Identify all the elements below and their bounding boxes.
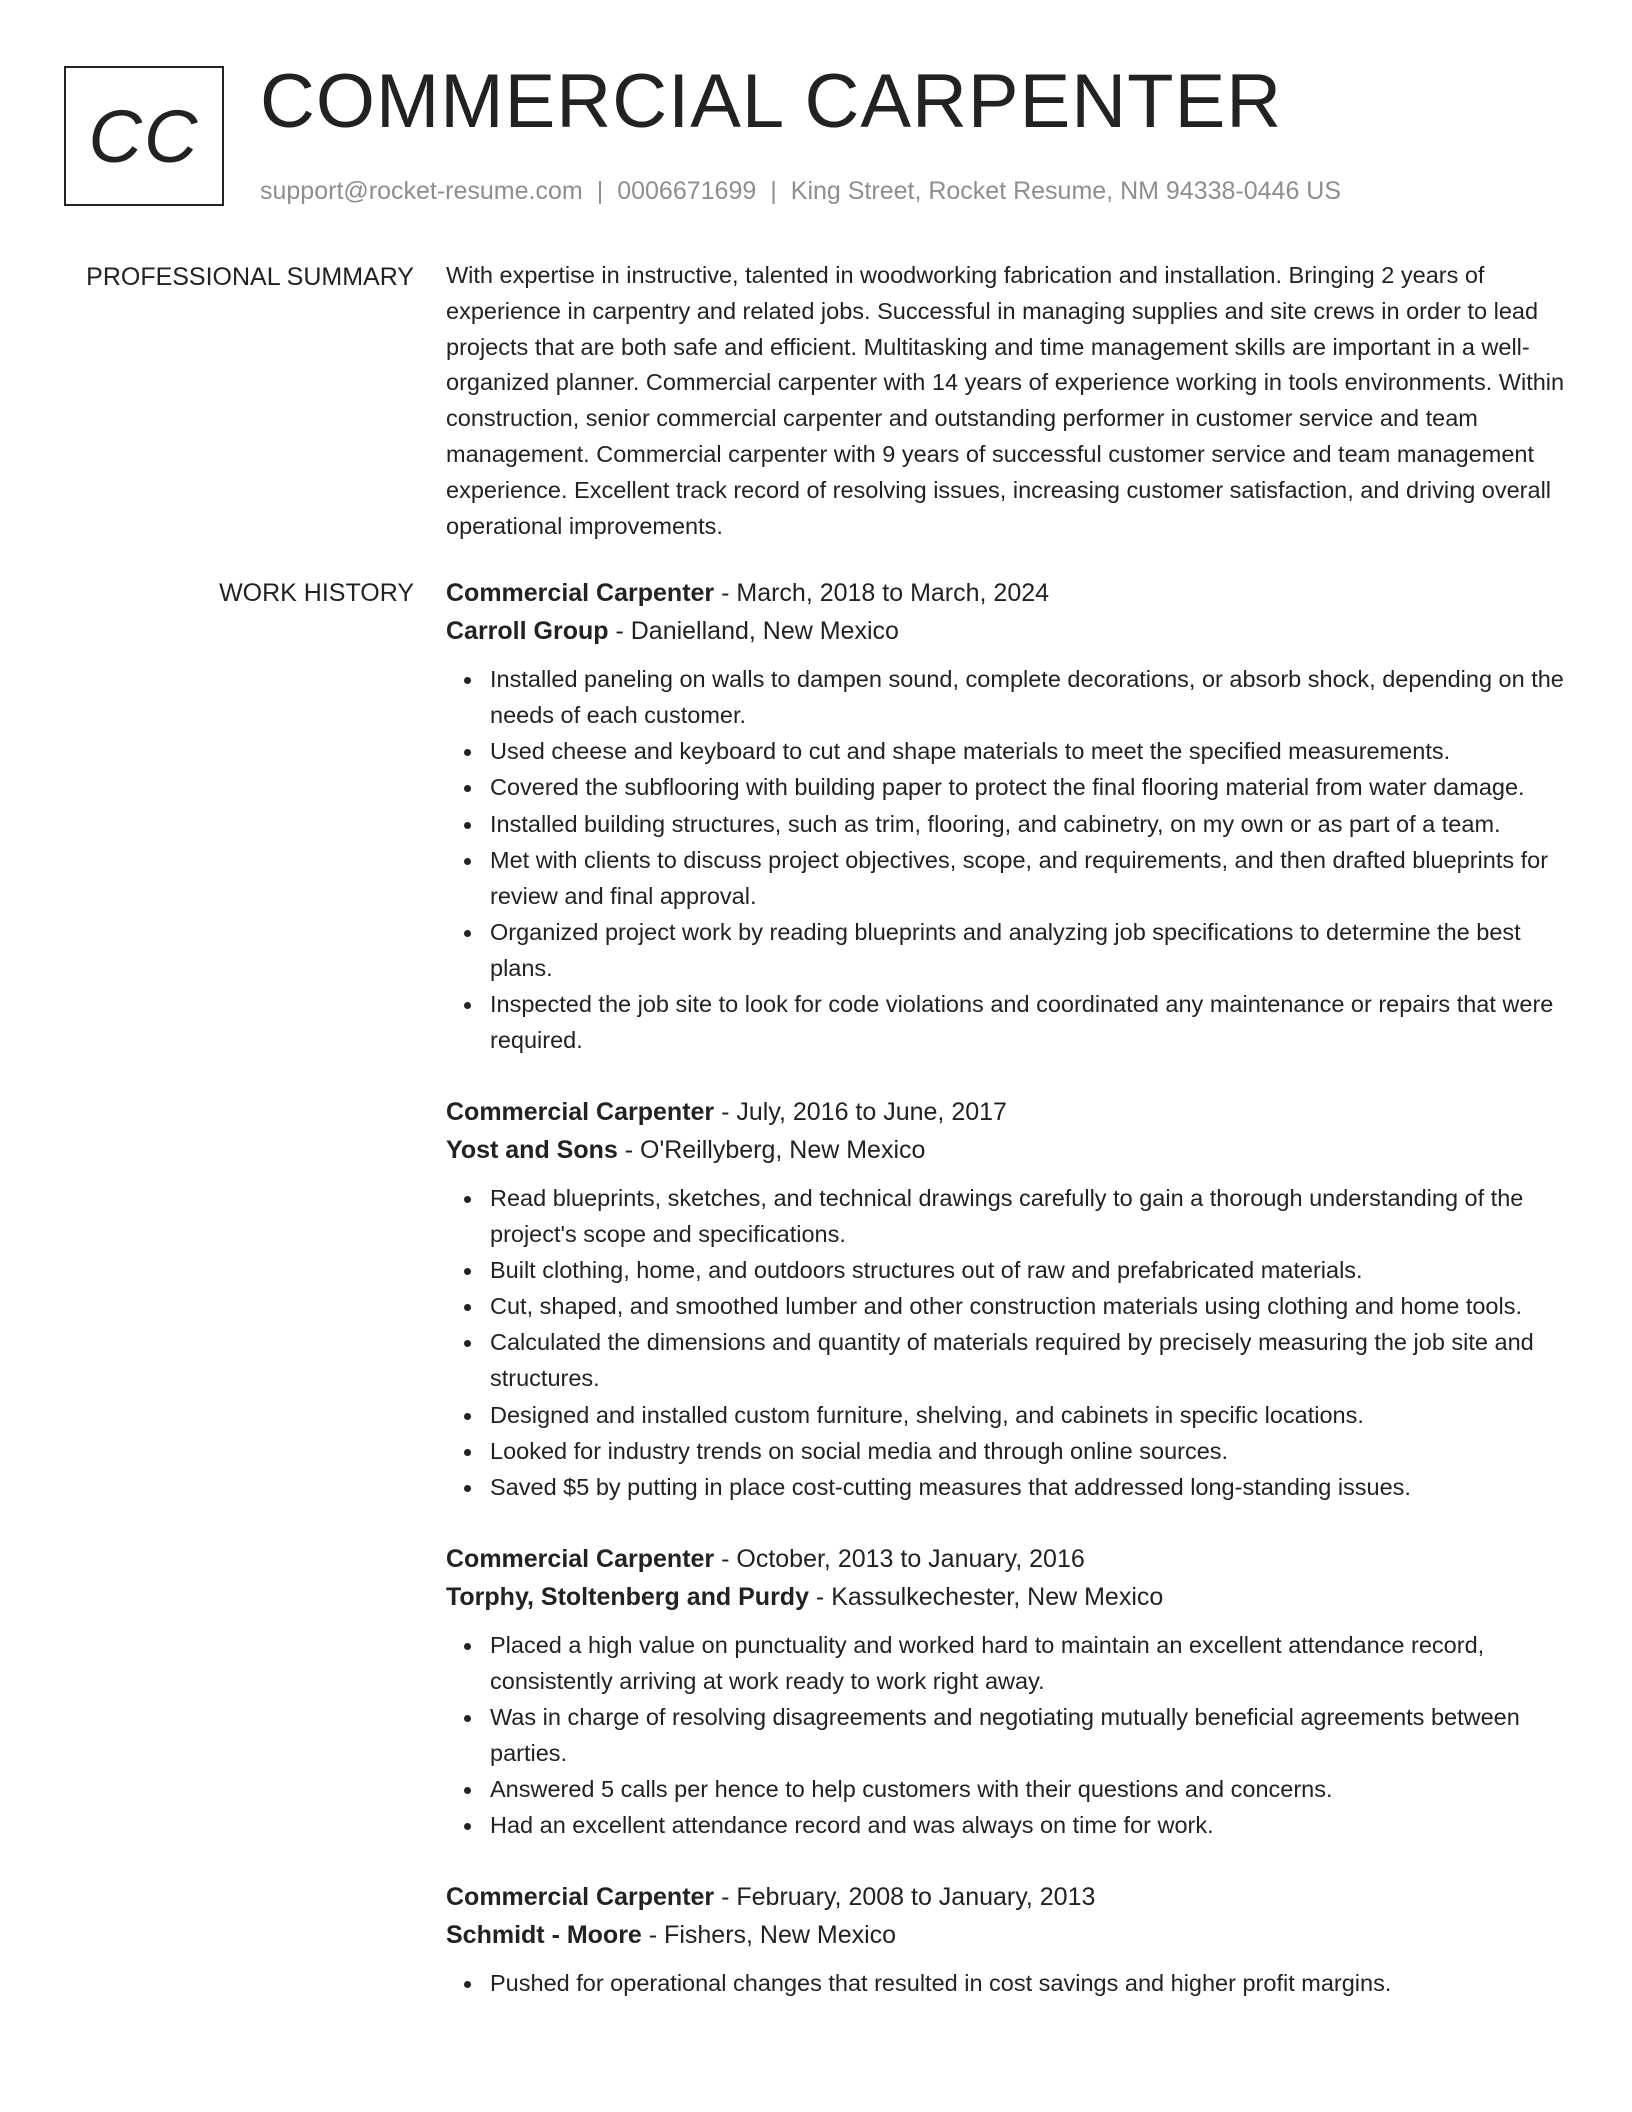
list-item: Installed building structures, such as trim, flooring, and cabinetry, on my own or as part of a team. xyxy=(490,807,1566,843)
contact-separator: | xyxy=(596,177,604,205)
job-entry xyxy=(446,1093,1566,1506)
job-title-line xyxy=(446,574,1566,612)
job-title-line xyxy=(446,1878,1566,1916)
contact-address: King Street, Rocket Resume, NM 94338-0446 US xyxy=(790,177,1342,205)
job-company-line xyxy=(446,1916,1566,1954)
list-item: Used cheese and keyboard to cut and shape materials to meet the specified measurements. xyxy=(490,734,1566,770)
list-item: Calculated the dimensions and quantity of materials required by precisely measuring the job site and structures. xyxy=(490,1325,1566,1397)
job-title: Commercial Carpenter xyxy=(446,579,715,607)
monogram-initials: CC xyxy=(88,94,200,178)
summary-body xyxy=(446,258,1566,544)
job-bullets xyxy=(446,1966,1566,2002)
list-item: Looked for industry trends on social media and through online sources. xyxy=(490,1434,1566,1470)
list-item: Met with clients to discuss project objectives, scope, and requirements, and then drafted blueprints for review and final approval. xyxy=(490,843,1566,915)
list-item: Installed paneling on walls to dampen sound, complete decorations, or absorb shock, depending on the needs of each customer. xyxy=(490,662,1566,734)
job-bullets xyxy=(446,1628,1566,1844)
job-dates: - July, 2016 to June, 2017 xyxy=(714,1097,1007,1126)
job-title-line xyxy=(446,1540,1566,1578)
list-item: Covered the subflooring with building paper to protect the final flooring material from water damage. xyxy=(490,770,1566,806)
summary-text: With expertise in instructive, talented in woodworking fabrication and installation. Bringing 2 years of experience in carpentry and related jobs. Successful in managing supplies and site crews in order to lead projects that are both safe and efficient. Multitasking and time management skills are important in a well-organized planner. Commercial carpenter with 14 years of experience working in tools environments. Within construction, senior commercial carpenter and outstanding performer in customer service and team management. Commercial carpenter with 9 years of successful customer service and team management experience. Excellent track record of resolving issues, increasing customer satisfaction, and driving overall operational improvements. xyxy=(446,262,1565,539)
work-history-heading: WORK HISTORY xyxy=(219,579,414,607)
job-company: Yost and Sons xyxy=(446,1135,618,1164)
job-location: - O'Reillyberg, New Mexico xyxy=(617,1135,926,1164)
monogram-box xyxy=(64,66,224,206)
list-item: Built clothing, home, and outdoors structures out of raw and prefabricated materials. xyxy=(490,1253,1566,1289)
list-item: Answered 5 calls per hence to help customers with their questions and concerns. xyxy=(490,1772,1566,1808)
job-company-line xyxy=(446,1578,1566,1616)
list-item: Inspected the job site to look for code violations and coordinated any maintenance or repairs that were required. xyxy=(490,987,1566,1059)
job-title: Commercial Carpenter xyxy=(446,1097,715,1126)
list-item: Was in charge of resolving disagreements and negotiating mutually beneficial agreements between parties. xyxy=(490,1700,1566,1772)
job-entry xyxy=(446,574,1566,1059)
job-location: - Fishers, New Mexico xyxy=(641,1921,897,1950)
contact-line xyxy=(260,174,1341,208)
contact-separator: | xyxy=(770,177,777,205)
summary-heading: PROFESSIONAL SUMMARY xyxy=(86,263,414,291)
list-item: Placed a high value on punctuality and worked hard to maintain an excellent attendance record, consistently arriving at work ready to work right away. xyxy=(490,1628,1566,1700)
job-company: Carroll Group xyxy=(446,617,609,645)
job-dates: - March, 2018 to March, 2024 xyxy=(714,579,1050,607)
job-company: Schmidt - Moore xyxy=(446,1921,642,1950)
job-company: Torphy, Stoltenberg and Purdy xyxy=(446,1582,809,1611)
list-item: Designed and installed custom furniture, shelving, and cabinets in specific locations. xyxy=(490,1398,1566,1434)
work-history-body xyxy=(446,574,1566,2036)
job-location: - Kassulkechester, New Mexico xyxy=(808,1582,1164,1611)
job-location: - Danielland, New Mexico xyxy=(608,617,899,645)
job-bullets xyxy=(446,1181,1566,1506)
job-entry xyxy=(446,1540,1566,1844)
job-company-line xyxy=(446,1131,1566,1169)
job-dates: - October, 2013 to January, 2016 xyxy=(714,1544,1085,1573)
list-item: Read blueprints, sketches, and technical drawings carefully to gain a thorough understanding of the project's scope and specifications. xyxy=(490,1181,1566,1253)
list-item: Pushed for operational changes that resulted in cost savings and higher profit margins. xyxy=(490,1966,1566,2002)
job-title: Commercial Carpenter xyxy=(446,1883,715,1912)
job-dates: - February, 2008 to January, 2013 xyxy=(714,1883,1096,1912)
resume-name: COMMERCIAL CARPENTER xyxy=(260,59,1283,144)
job-bullets xyxy=(446,662,1566,1059)
list-item: Cut, shaped, and smoothed lumber and other construction materials using clothing and home tools. xyxy=(490,1289,1566,1325)
job-entry xyxy=(446,1878,1566,2002)
job-company-line xyxy=(446,612,1566,650)
job-title: Commercial Carpenter xyxy=(446,1544,715,1573)
list-item: Saved $5 by putting in place cost-cutting measures that addressed long-standing issues. xyxy=(490,1470,1566,1506)
list-item: Organized project work by reading blueprints and analyzing job specifications to determine the best plans. xyxy=(490,915,1566,987)
contact-email: support@rocket-resume.com xyxy=(260,177,583,205)
job-title-line xyxy=(446,1093,1566,1131)
contact-phone: 0006671699 xyxy=(617,177,757,205)
list-item: Had an excellent attendance record and was always on time for work. xyxy=(490,1808,1566,1844)
